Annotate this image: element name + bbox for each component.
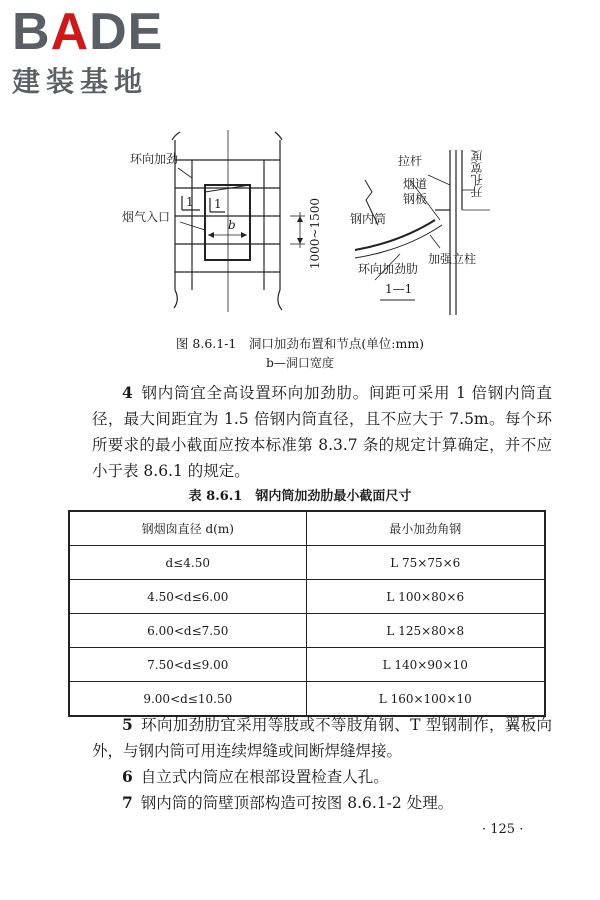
spec-table: [68, 510, 546, 717]
table-header-diameter: 钢烟囱直径 d(m): [69, 511, 306, 546]
logo-subtitle: 建装基地: [12, 65, 149, 98]
paragraph-4-number: 4: [122, 383, 133, 402]
label-tie-rod: 拉杆: [398, 154, 423, 168]
label-strengthen-column: 加强立柱: [428, 252, 477, 266]
table-cell-diameter: 6.00<d≤7.50: [69, 614, 306, 648]
figure-caption-note: b—洞口宽度: [266, 356, 334, 370]
table-cell-angle: L 160×100×10: [306, 682, 545, 717]
paragraph-7: [92, 790, 552, 816]
paragraph-5-number: 5: [122, 715, 133, 734]
label-opening-width: 开孔宽度: [470, 150, 484, 198]
logo: [12, 3, 182, 100]
label-flue-inlet: 烟气入口: [122, 210, 171, 224]
paragraph-4-text: 钢内筒宜全高设置环向加劲肋。间距可采用 1 倍钢内筒直径，最大间距宜为 1.5 倍钢内筒直径，且不应大于 7.5m。每个环所要求的最小截面应按本标准第 8.3.7 条的规定计算确定，并不应小于表 8.6.1 的规定。: [92, 384, 552, 480]
table-cell-diameter: 4.50<d≤6.00: [69, 580, 306, 614]
table-title: 表 8.6.1 钢内筒加劲肋最小截面尺寸: [188, 489, 412, 504]
table-cell-angle: L 140×90×10: [306, 648, 545, 682]
paragraph-6-number: 6: [122, 767, 133, 786]
table-cell-diameter: d≤4.50: [69, 546, 306, 580]
paragraph-5: [92, 712, 552, 764]
label-section-title: 1—1: [385, 282, 413, 296]
paragraph-7-text: 钢内筒的筒壁顶部构造可按图 8.6.1-2 处理。: [140, 794, 454, 812]
page-number: · 125 ·: [482, 822, 524, 837]
label-ring-rib: 环向加劲肋: [358, 262, 419, 276]
label-inner-tube: 钢内筒: [350, 212, 387, 226]
figure-opening-stiffener: [110, 130, 510, 335]
paragraph-6: [92, 764, 552, 790]
figure-caption: 图 8.6.1-1 洞口加劲布置和节点(单位:mm): [175, 336, 425, 351]
paragraph-6-text: 自立式内筒应在根部设置检查人孔。: [140, 768, 389, 786]
table-cell-diameter: 9.00<d≤10.50: [69, 682, 306, 717]
table-row: [69, 682, 545, 717]
table-cell-angle: L 125×80×8: [306, 614, 545, 648]
table-row: [69, 580, 545, 614]
label-b: b: [228, 218, 236, 232]
label-dimension: 1000~1500: [308, 198, 322, 270]
table-header-angle: 最小加劲角钢: [306, 511, 545, 546]
table-header-row: [69, 511, 545, 546]
table-cell-diameter: 7.50<d≤9.00: [69, 648, 306, 682]
label-flue-plate-1: 烟道: [403, 177, 428, 191]
table-row: [69, 546, 545, 580]
table-cell-angle: L 75×75×6: [306, 546, 545, 580]
paragraph-5-text: 环向加劲肋宜采用等肢或不等肢角钢、T 型钢制作，翼板向外，与钢内筒可用连续焊缝或间断焊缝焊接。: [92, 716, 552, 760]
label-section-1b: 1: [214, 197, 222, 211]
logo-wordmark: BADE: [12, 3, 164, 61]
table-row: [69, 614, 545, 648]
table-row: [69, 648, 545, 682]
table-cell-angle: L 100×80×6: [306, 580, 545, 614]
label-ring-stiffener: 环向加劲: [130, 152, 179, 166]
paragraph-4: [92, 380, 552, 484]
paragraph-7-number: 7: [122, 793, 133, 812]
label-section-1a: 1: [186, 195, 194, 209]
label-flue-plate-2: 钢板: [403, 192, 428, 206]
